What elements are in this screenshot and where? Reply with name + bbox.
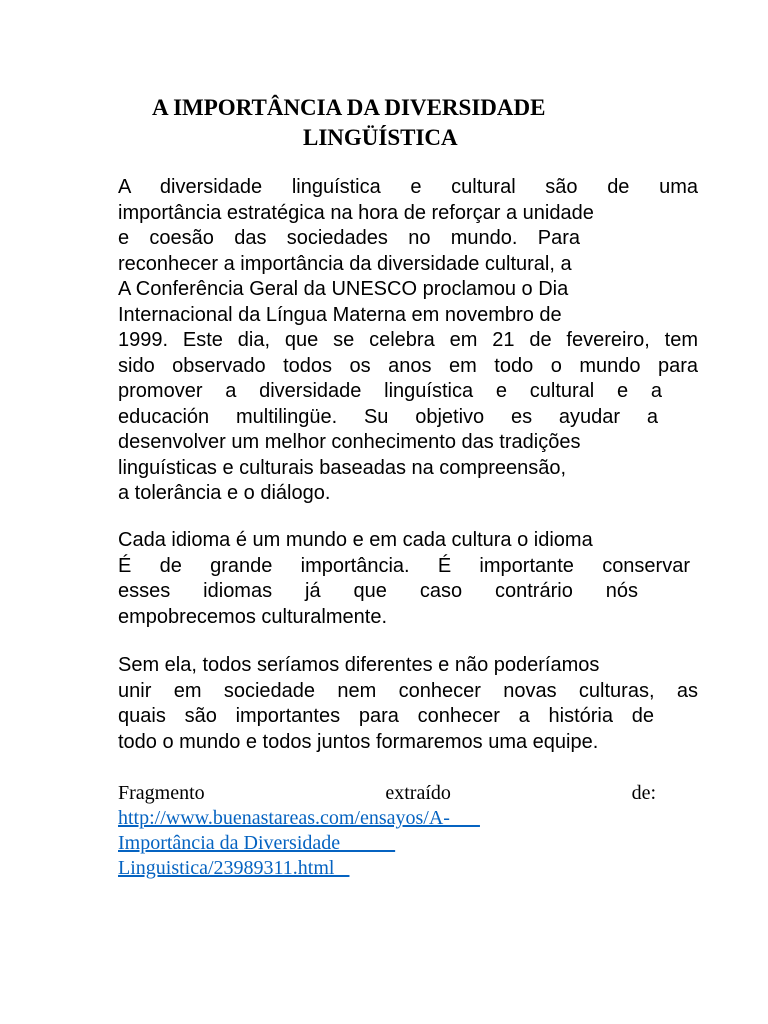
text-line: educación multilingüe. Su objetivo es ayudar a [118,405,658,428]
text-line: a tolerância e o diálogo. [118,482,331,504]
text-line: esses idiomas já que caso contrário nós [118,580,638,602]
text-line: reconhecer a importância da diversidade cultural, a [118,252,572,275]
text-line: A diversidade linguística e cultural são de uma [118,176,698,198]
source-link-line-3[interactable]: Linguistica/23989311.html [118,857,350,879]
text-line: É de grande importância. É importante conservar [118,554,690,577]
paragraph-2 [118,528,698,630]
text-line: unir em sociedade nem conhecer novas culturas, as [118,679,698,702]
text-line: promover a diversidade linguística e cultural e a [118,380,662,402]
text-line: importância estratégica na hora de reforçar a unidade [118,201,594,224]
text-line: 1999. Este dia, que se celebra em 21 de fevereiro, tem [118,329,698,351]
source-word: de: [631,782,656,804]
source-citation [118,781,656,881]
title-line-1: A IMPORTÂNCIA DA DIVERSIDADE [152,95,546,120]
source-label [118,781,656,806]
text-line: sido observado todos os anos em todo o mundo para [118,354,698,377]
text-line: quais são importantes para conhecer a história de [118,705,654,727]
text-line: Cada idioma é um mundo e em cada cultura o idioma [118,529,593,551]
title-line-2: LINGÜÍSTICA [303,125,458,150]
source-link-line-1[interactable]: http://www.buenastareas.com/ensayos/A- [118,807,480,829]
paragraph-3 [118,653,698,755]
text-line: empobrecemos culturalmente. [118,605,388,628]
source-word: extraído [385,782,451,804]
source-link-line-2[interactable]: Importância da Diversidade [118,832,396,854]
text-line: linguísticas e culturais baseadas na compreensão, [118,456,567,479]
text-line: todo o mundo e todos juntos formaremos uma equipe. [118,730,599,753]
text-line: Internacional da Língua Materna em novembro de [118,303,562,326]
paragraph-1 [118,175,698,507]
document-title [0,93,768,153]
source-word: Fragmento [118,782,205,804]
text-line: Sem ela, todos seríamos diferentes e não poderíamos [118,654,600,676]
text-line: A Conferência Geral da UNESCO proclamou o Dia [118,278,569,300]
text-line: e coesão das sociedades no mundo. Para [118,227,580,249]
text-line: desenvolver um melhor conhecimento das tradições [118,431,581,453]
